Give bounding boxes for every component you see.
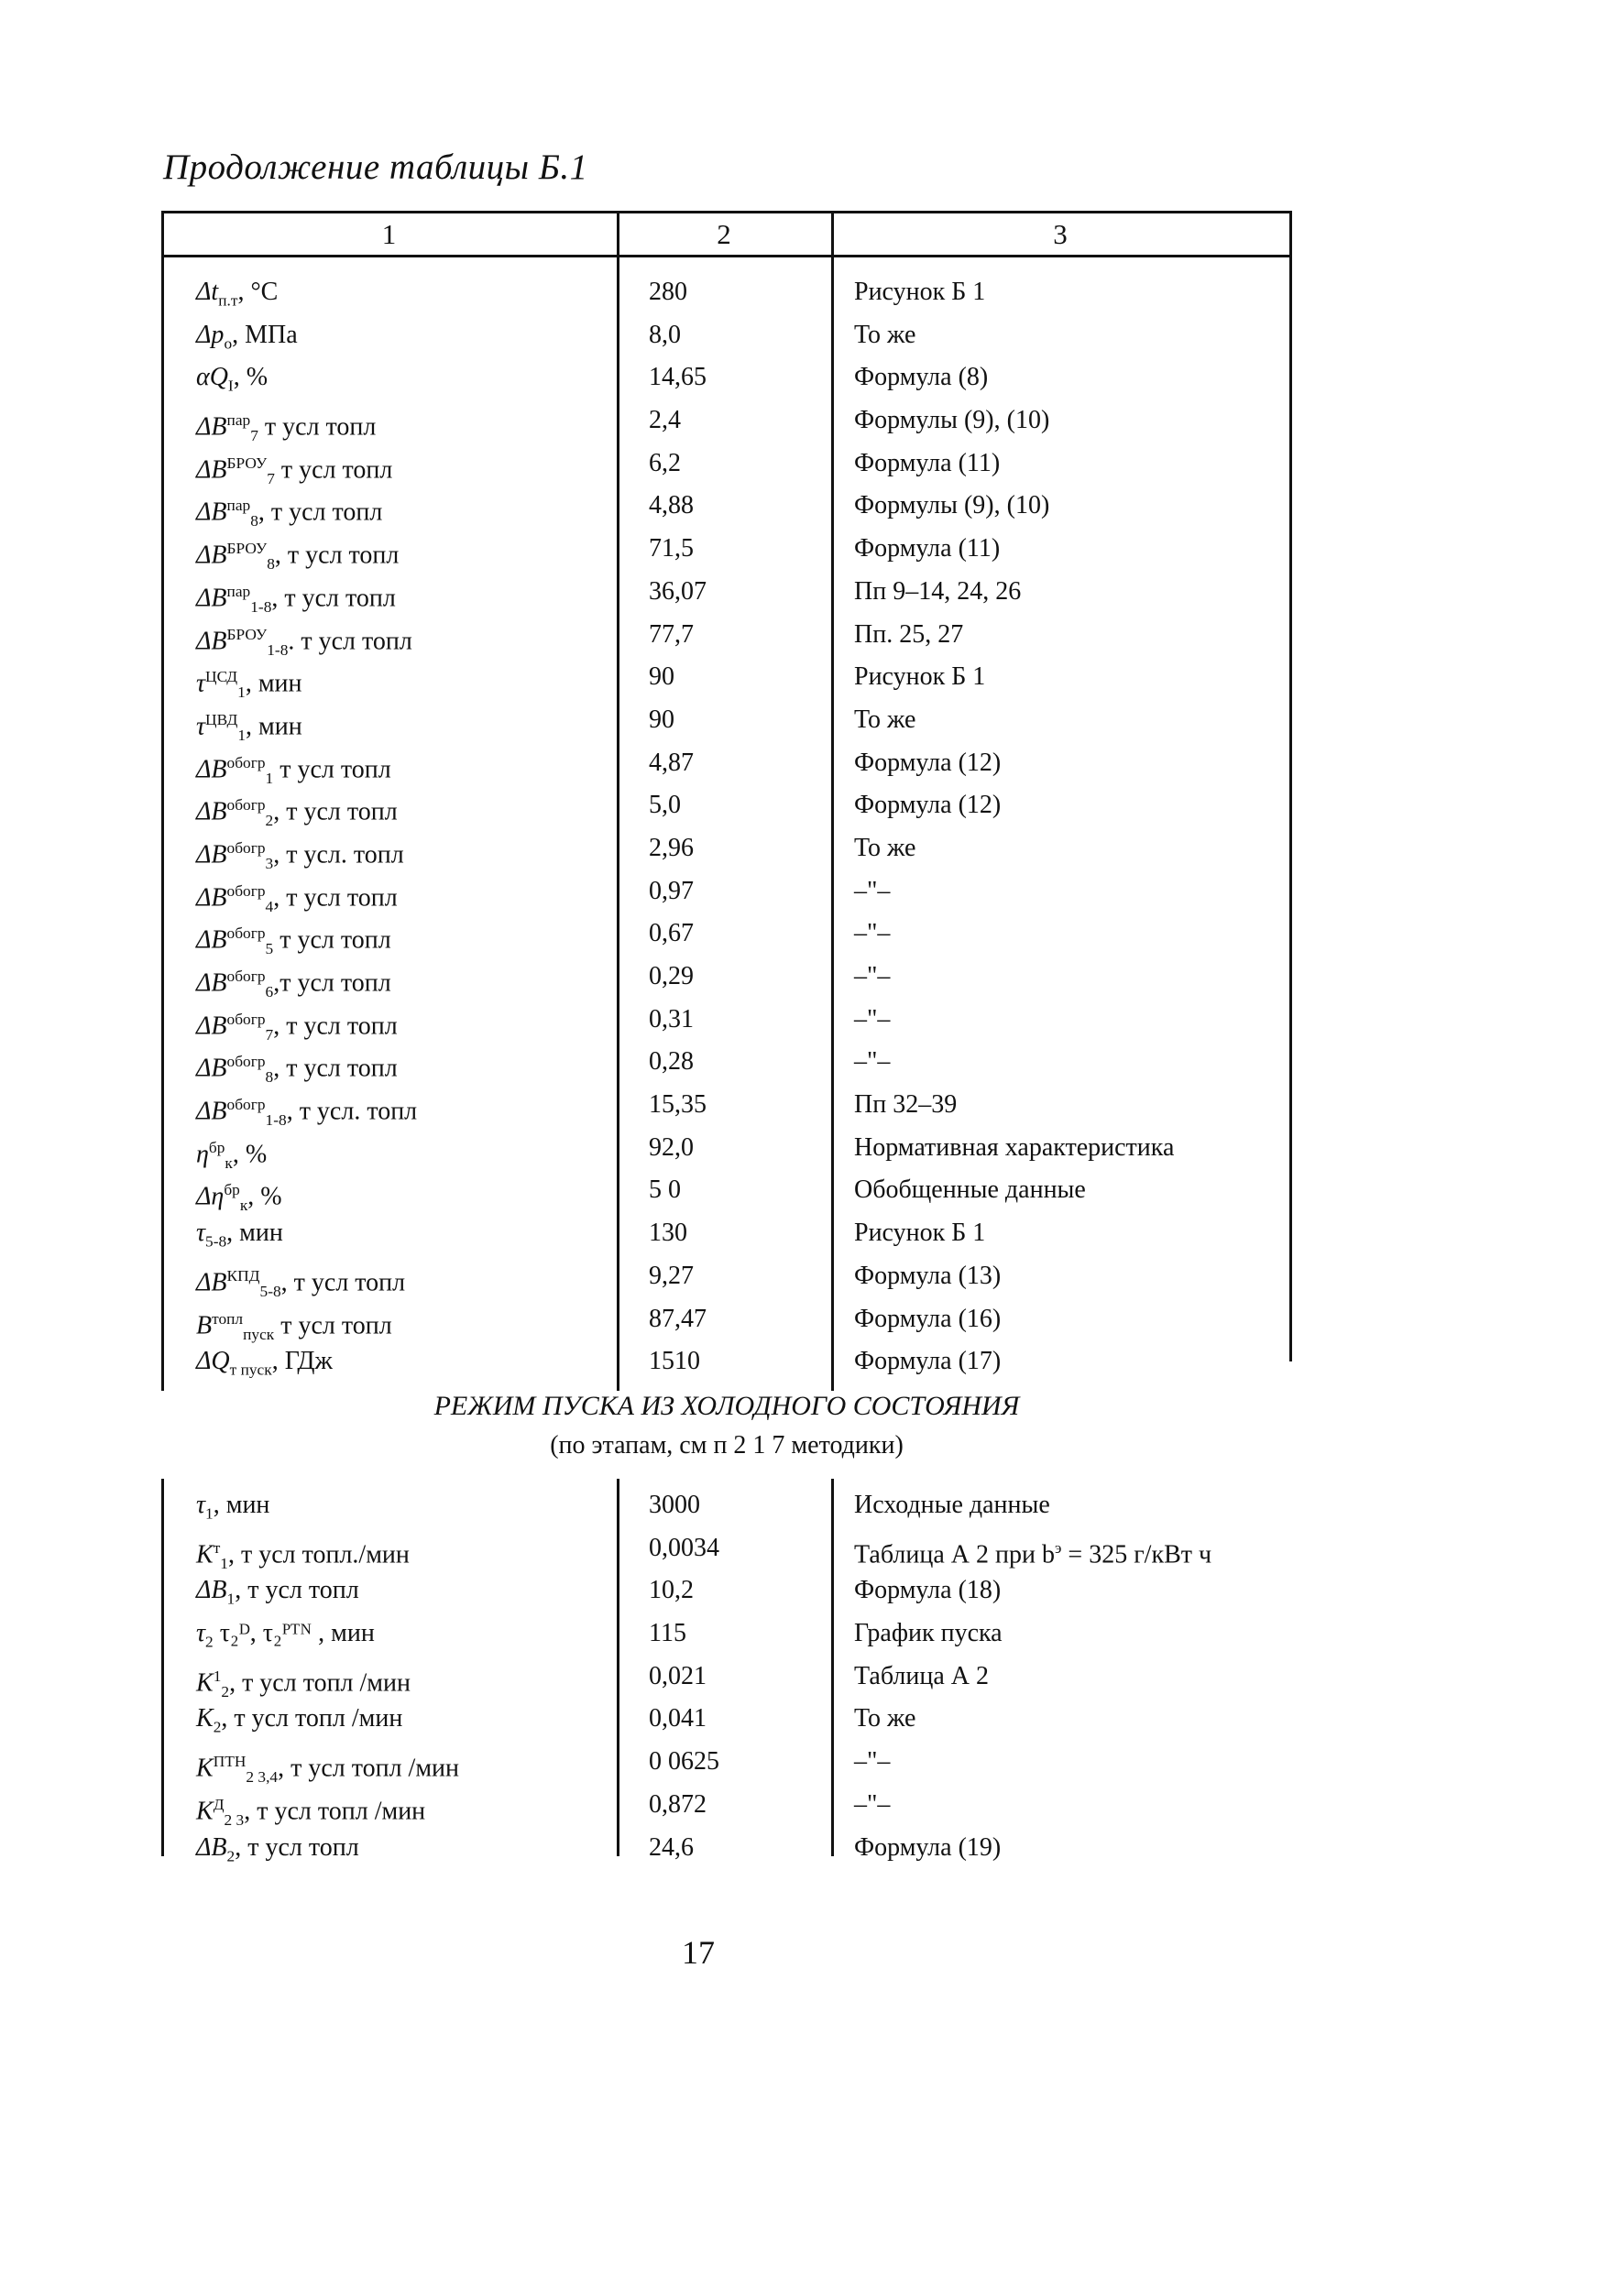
parameter-unit: , мин [246, 712, 302, 741]
parameter-superscript: обогр [226, 1053, 266, 1071]
parameter-subscript: 2 [205, 1633, 214, 1651]
table-row [161, 1041, 1292, 1087]
table-row [161, 1527, 1292, 1570]
header-bottom-border [161, 255, 1292, 257]
section-subtitle: (по этапам, см п 2 1 7 методики) [550, 1431, 904, 1460]
parameter-cell [196, 1827, 359, 1878]
parameter-unit: т усл топл [258, 412, 377, 442]
value-cell: 0,0034 [649, 1533, 719, 1562]
parameter-unit: т усл топл [274, 455, 393, 485]
source-text: Рисунок Б 1 [854, 1219, 986, 1248]
source-cell [854, 1784, 890, 1827]
table-row [161, 614, 1292, 657]
parameter-superscript: БРОУ [226, 454, 268, 472]
parameter-subscript: 1 [205, 1504, 214, 1523]
value-cell: 15,35 [649, 1090, 707, 1120]
parameter-symbol: Δt [196, 278, 219, 306]
source-text: График пуска [854, 1619, 1003, 1648]
source-cell [854, 1212, 985, 1255]
section-heading [161, 1391, 1292, 1479]
source-text: –"– [854, 962, 891, 990]
parameter-subscript: 5 [265, 940, 274, 958]
parameter-superscript: обогр [226, 796, 266, 815]
value-cell: 77,7 [649, 619, 694, 649]
parameter-symbol: τ [196, 669, 206, 698]
value-cell: 0,041 [649, 1704, 707, 1733]
parameter-unit: , т усл топл [273, 1054, 398, 1083]
value-cell: 8,0 [649, 320, 681, 349]
table-row [161, 443, 1292, 486]
value-cell: 2,4 [649, 406, 681, 435]
source-cell [854, 913, 890, 956]
parameter-subscript: 2 [226, 1847, 236, 1865]
parameter-unit: , т усл топл /мин [221, 1704, 403, 1733]
parameter-superscript: бр [224, 1181, 240, 1199]
source-text: Формула (11) [854, 534, 1001, 563]
parameter-unit: т усл топл [273, 754, 391, 783]
source-text: Формулы (9), (10) [854, 406, 1050, 435]
table-row [161, 956, 1292, 999]
source-cell [854, 1656, 989, 1699]
source-cell [854, 1255, 1001, 1298]
parameter-symbol: ΔB [196, 925, 227, 955]
table-row [161, 271, 1292, 314]
parameter-superscript: т [213, 1538, 221, 1557]
source-cell [854, 356, 988, 399]
parameter-unit: , ГДж [271, 1347, 333, 1376]
source-text: Формула (13) [854, 1261, 1002, 1290]
value-cell: 10,2 [649, 1576, 694, 1605]
table-row [161, 571, 1292, 614]
source-text: –"– [854, 876, 891, 905]
table-row [161, 356, 1292, 399]
parameter-subscript: 7 [250, 426, 258, 444]
parameter-symbol: ΔB [196, 797, 227, 826]
parameter-unit: , МПа [232, 320, 298, 349]
parameter-subscript: 2 3 [224, 1810, 245, 1829]
parameter-unit: ,т усл топл [273, 968, 391, 998]
source-cell [854, 699, 915, 742]
parameter-symbol: ΔB [196, 840, 227, 869]
parameter-subscript: 1-8 [267, 640, 289, 659]
table-row [161, 1784, 1292, 1827]
source-cell [854, 956, 890, 999]
parameter-symbol: τ [196, 1219, 206, 1248]
value-cell: 0 0625 [649, 1747, 719, 1777]
parameter-superscript: 1 [213, 1667, 222, 1685]
parameter-subscript: I [227, 377, 234, 395]
source-text: Пп 9–14, 24, 26 [854, 576, 1022, 606]
table-row [161, 1084, 1292, 1127]
parameter-superscript: обогр [226, 1096, 266, 1114]
source-cell [854, 1484, 1050, 1527]
parameter-superscript: топл [212, 1309, 244, 1328]
source-tail: = 325 г/кВт ч [1061, 1540, 1212, 1569]
value-cell: 0,021 [649, 1661, 707, 1690]
parameter-subscript: п.т [218, 291, 238, 310]
parameter-subscript: 5-8 [259, 1282, 281, 1300]
source-cell [854, 485, 1049, 528]
table-row [161, 1340, 1292, 1383]
source-cell [854, 1298, 1001, 1341]
parameter-subscript: 2 [221, 1682, 230, 1700]
parameter-superscript: обогр [226, 1010, 266, 1028]
data-table [161, 211, 1292, 1865]
parameter-symbol: ΔQ [196, 1347, 230, 1376]
table-row [161, 1569, 1292, 1613]
table-row [161, 485, 1292, 528]
parameter-unit: , т усл топл /мин [278, 1754, 460, 1783]
parameter-unit: , т усл топл [273, 1011, 398, 1041]
value-cell: 92,0 [649, 1132, 694, 1162]
source-text: Нормативная характеристика [854, 1132, 1175, 1162]
parameter-symbol: ΔB [196, 541, 227, 570]
parameter-subscript: 1-8 [265, 1110, 287, 1129]
source-text: Формула (12) [854, 748, 1002, 777]
source-text: –"– [854, 1004, 891, 1033]
parameter-superscript: Д [213, 1795, 225, 1813]
header-col-3: 3 [1053, 218, 1068, 250]
value-cell: 36,07 [649, 576, 707, 606]
parameter-symbol: K [196, 1540, 214, 1569]
table-row [161, 314, 1292, 357]
table-row [161, 913, 1292, 956]
parameter-unit: , мин [245, 669, 302, 698]
parameter-symbol: Δp [196, 320, 225, 349]
parameter-superscript: бр [208, 1138, 225, 1156]
source-cell [854, 1569, 1001, 1613]
value-cell: 130 [649, 1219, 687, 1248]
rows-group-a [161, 271, 1292, 1383]
parameter-unit: , т усл топл [273, 882, 398, 912]
parameter-symbol: B [196, 1310, 213, 1339]
source-cell [854, 1127, 1174, 1170]
parameter-superscript: БРОУ [226, 625, 268, 643]
source-text: Формула (18) [854, 1576, 1002, 1605]
parameter-symbol: ΔB [196, 968, 227, 998]
parameter-symbol: τ [196, 1491, 206, 1519]
parameter-unit: , мин [226, 1219, 283, 1248]
value-cell: 4,88 [649, 491, 694, 520]
parameter-symbol: K [196, 1668, 214, 1698]
source-cell [854, 656, 985, 699]
source-cell [854, 999, 890, 1042]
value-cell: 0,872 [649, 1789, 707, 1819]
value-cell: 0,97 [649, 876, 694, 905]
source-text: Пп 32–39 [854, 1090, 958, 1120]
source-cell [854, 1613, 1003, 1656]
parameter-subscript: 3 [265, 854, 274, 872]
table-row [161, 1255, 1292, 1298]
parameter-unit: т усл топл [274, 1310, 392, 1339]
rows-group-b [161, 1484, 1292, 1869]
parameter-subscript: 2 3,4 [246, 1768, 279, 1787]
source-text: Формула (17) [854, 1347, 1002, 1376]
parameter-symbol: η [196, 1140, 209, 1169]
parameter-subscript: 2 [213, 1719, 222, 1737]
parameter-superscript: ЦВД [205, 710, 238, 728]
table-row [161, 699, 1292, 742]
parameter-superscript: обогр [226, 838, 266, 857]
value-cell: 0,67 [649, 919, 694, 948]
value-cell: 2,96 [649, 833, 694, 862]
source-cell [854, 614, 963, 657]
parameter-symbol: ΔB [196, 584, 227, 613]
parameter-superscript: БРОУ [226, 540, 268, 558]
table-row [161, 1698, 1292, 1741]
parameter-subscript: о [224, 334, 233, 353]
value-cell: 3000 [649, 1491, 700, 1519]
table-row [161, 1484, 1292, 1527]
parameter-subscript: 6 [265, 982, 274, 1000]
source-text: Таблица А 2 [854, 1661, 989, 1690]
table-row [161, 827, 1292, 870]
parameter-superscript: обогр [226, 924, 266, 943]
parameter-unit: , т усл топл [235, 1832, 359, 1862]
value-cell: 0,31 [649, 1004, 694, 1033]
table-row [161, 1656, 1292, 1699]
parameter-symbol: K [196, 1704, 214, 1733]
value-cell: 1510 [649, 1347, 700, 1376]
table-caption: Продолжение таблицы Б.1 [163, 148, 588, 187]
parameter-unit: , т усл топл /мин [229, 1668, 411, 1698]
value-cell: 14,65 [649, 363, 707, 392]
value-cell: 0,28 [649, 1047, 694, 1077]
table-row [161, 1212, 1292, 1255]
parameter-symbol: ΔB [196, 754, 227, 783]
source-text: –"– [854, 919, 891, 948]
source-cell [854, 443, 1000, 486]
source-cell [854, 528, 1000, 571]
source-text: –"– [854, 1047, 891, 1077]
source-cell [854, 1169, 1086, 1212]
value-cell: 90 [649, 662, 674, 692]
value-cell: 4,87 [649, 748, 694, 777]
table-row [161, 1127, 1292, 1170]
parameter-symbol: Δη [196, 1182, 225, 1211]
source-cell [854, 870, 890, 913]
parameter-symbol: K [196, 1797, 214, 1826]
parameter-symbol: ΔB [196, 1576, 227, 1605]
header-col-2: 2 [717, 218, 731, 250]
table-row [161, 999, 1292, 1042]
parameter-subscript: 5-8 [205, 1232, 227, 1251]
source-cell [854, 827, 915, 870]
value-cell: 0,29 [649, 962, 694, 990]
parameter-unit: , т усл топл [280, 1268, 406, 1297]
parameter-superscript: обогр [226, 968, 266, 985]
source-text: Исходные данные [854, 1491, 1050, 1519]
parameter-subscript: 4 [265, 897, 274, 915]
parameter-subscript: к [239, 1197, 248, 1215]
source-cell [854, 1041, 890, 1084]
source-text: То же [854, 320, 916, 349]
parameter-unit: , % [232, 1140, 268, 1169]
parameter-symbol: ΔB [196, 497, 227, 527]
parameter-symbol: αQ [196, 363, 228, 392]
source-text: Формулы (9), (10) [854, 491, 1050, 520]
parameter-symbol: ΔB [196, 412, 227, 442]
parameter-symbol: ΔB [196, 1011, 227, 1041]
parameter-unit: , т усл топл [271, 584, 396, 613]
source-text: Пп. 25, 27 [854, 619, 964, 649]
parameter-unit: , т усл топл [273, 797, 398, 826]
source-text: Формула (11) [854, 448, 1001, 477]
source-text: –"– [854, 1747, 891, 1777]
value-cell: 90 [649, 705, 674, 734]
source-text: Обобщенные данные [854, 1175, 1086, 1205]
parameter-symbol: ΔB [196, 1054, 227, 1083]
page-number: 17 [682, 1934, 715, 1971]
parameter-superscript: обогр [226, 753, 266, 771]
parameter-unit: , т усл топл [274, 541, 400, 570]
parameter-symbol: ΔB [196, 455, 227, 485]
value-cell: 115 [649, 1619, 686, 1648]
source-text: Рисунок Б 1 [854, 662, 986, 692]
source-text: Формула (16) [854, 1304, 1002, 1333]
parameter-subscript: 7 [265, 1025, 274, 1044]
parameter-cell [196, 1340, 333, 1392]
parameter-unit: т усл топл [273, 925, 391, 955]
value-cell: 9,27 [649, 1261, 694, 1290]
table-row [161, 1741, 1292, 1787]
source-text: То же [854, 705, 916, 734]
parameter-subscript: 8 [267, 555, 275, 574]
table-row [161, 656, 1292, 702]
source-cell [854, 1698, 915, 1741]
source-text: Формула (8) [854, 363, 989, 392]
source-superscript: э [1054, 1538, 1062, 1557]
source-cell [854, 399, 1049, 443]
parameter-symbol: ΔB [196, 1832, 227, 1862]
parameter-unit: , т усл. топл [286, 1097, 418, 1126]
parameter-symbol: ΔB [196, 882, 227, 912]
parameter-superscript: ЦСД [205, 668, 238, 686]
parameter-subscript: пуск [243, 1325, 275, 1343]
source-cell [854, 1741, 890, 1784]
parameter-unit: , °С [237, 278, 279, 306]
parameter-subscript: 8 [265, 1068, 274, 1087]
table-row [161, 1827, 1292, 1870]
parameter-subscript: 1 [237, 683, 246, 702]
parameter-superscript: ПТН [213, 1753, 247, 1771]
value-cell: 87,47 [649, 1304, 707, 1333]
section-title: РЕЖИМ ПУСКА ИЗ ХОЛОДНОГО СОСТОЯНИЯ [433, 1391, 1020, 1421]
parameter-symbol: ΔB [196, 626, 227, 655]
table-row [161, 1613, 1292, 1656]
parameter-symbol: ΔB [196, 1097, 227, 1126]
parameter-unit: , т усл. топл [273, 840, 404, 869]
header-col-1: 1 [381, 218, 397, 250]
source-cell [854, 784, 1001, 827]
parameter-subscript: т пуск [229, 1361, 272, 1379]
value-cell: 280 [649, 278, 687, 306]
table-row [161, 870, 1292, 913]
table-row [161, 1298, 1292, 1341]
source-cell [854, 314, 915, 357]
source-text: То же [854, 833, 916, 862]
source-cell [854, 571, 1021, 614]
parameter-superscript: КПД [226, 1266, 260, 1285]
value-cell: 5 0 [649, 1175, 681, 1205]
source-text: –"– [854, 1789, 891, 1819]
parameter-unit: , т усл топл./мин [227, 1540, 410, 1569]
parameter-subscript: 8 [250, 512, 258, 530]
parameter-subscript: 1 [265, 769, 274, 787]
value-cell: 6,2 [649, 448, 681, 477]
source-text: То же [854, 1704, 916, 1733]
parameter-subscript: 1 [220, 1554, 228, 1572]
parameter-superscript: пар [226, 411, 251, 430]
source-text: Рисунок Б 1 [854, 278, 986, 306]
parameter-unit: , т усл топл /мин [244, 1797, 426, 1826]
parameter-subscript: 7 [267, 469, 275, 487]
source-cell [854, 271, 985, 314]
source-text: Формула (19) [854, 1832, 1002, 1862]
table-row [161, 1169, 1292, 1215]
parameter-subscript: 1-8 [250, 597, 272, 616]
parameter-symbol: τ [196, 712, 206, 741]
value-cell: 24,6 [649, 1832, 694, 1862]
parameter-subscript: 1 [226, 1590, 236, 1608]
parameter-unit: , мин [213, 1491, 270, 1519]
table-row [161, 399, 1292, 443]
value-cell: 5,0 [649, 791, 681, 820]
parameter-subscript: к [225, 1153, 233, 1172]
parameter-symbol: ΔB [196, 1268, 227, 1297]
table-top-border [161, 211, 1292, 213]
table-row [161, 528, 1292, 574]
parameter-superscript: пар [226, 582, 251, 600]
parameter-superscript: обогр [226, 881, 266, 900]
parameter-symbol: K [196, 1754, 214, 1783]
parameter-subscript: 2 [265, 812, 274, 830]
parameter-unit: , % [233, 363, 269, 392]
parameter-unit: , т усл топл [258, 497, 383, 527]
parameter-unit: , т усл топл [235, 1576, 359, 1605]
source-cell [854, 1084, 957, 1127]
value-cell: 71,5 [649, 534, 694, 563]
source-text: Формула (12) [854, 791, 1002, 820]
parameter-unit: , % [247, 1182, 282, 1211]
source-cell [854, 1340, 1001, 1383]
source-cell [854, 742, 1001, 785]
parameter-unit: τ₂ᴰ, τ₂ᴾᵀᴺ , мин [213, 1619, 375, 1648]
parameter-superscript: пар [226, 497, 251, 515]
table-row [161, 784, 1292, 830]
parameter-subscript: 1 [237, 726, 247, 744]
parameter-symbol: τ [196, 1619, 206, 1648]
table-row [161, 742, 1292, 785]
source-text: Таблица А 2 при b [854, 1540, 1055, 1569]
source-cell [854, 1827, 1001, 1870]
parameter-unit: . т усл топл [288, 626, 412, 655]
